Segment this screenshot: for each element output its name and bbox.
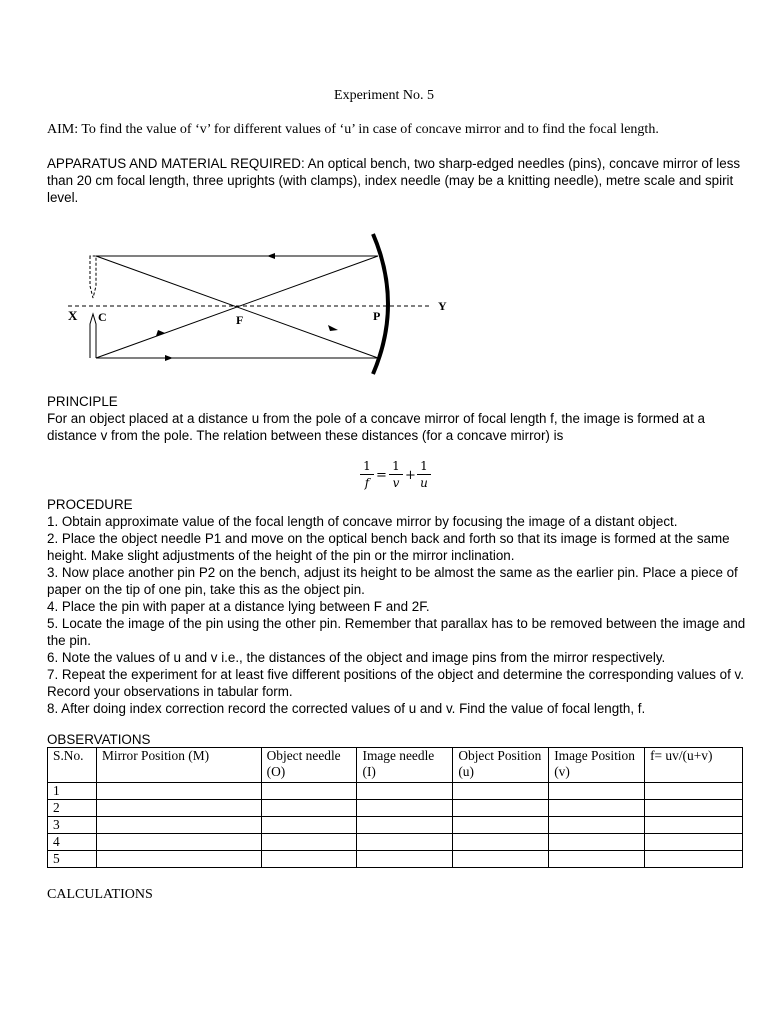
fraction-u bbox=[417, 458, 431, 491]
observations-heading: OBSERVATIONS bbox=[47, 732, 151, 747]
table-cell bbox=[357, 834, 453, 851]
table-cell bbox=[357, 783, 453, 800]
row-number: 2 bbox=[48, 800, 97, 817]
table-cell bbox=[549, 800, 645, 817]
lhs-denominator: f bbox=[360, 474, 374, 491]
table-cell bbox=[96, 851, 261, 868]
table-cell bbox=[261, 851, 357, 868]
u-numerator: 1 bbox=[420, 459, 428, 473]
plus-sign: + bbox=[405, 468, 416, 483]
header-image-position: Image Position (v) bbox=[549, 748, 645, 783]
procedure-step: 2. Place the object needle P1 and move on the optical bench back and forth so that its image is formed at the same height. Make slight adjustments of the height of the pin or the mirror inclination. bbox=[47, 531, 730, 563]
table-cell bbox=[96, 800, 261, 817]
table-cell bbox=[261, 817, 357, 834]
header-sno: S.No. bbox=[48, 748, 97, 783]
principle-heading: PRINCIPLE bbox=[47, 394, 118, 409]
label-f: F bbox=[236, 313, 244, 327]
header-mirror-position: Mirror Position (M) bbox=[96, 748, 261, 783]
table-cell bbox=[261, 783, 357, 800]
table-cell bbox=[453, 851, 549, 868]
table-row bbox=[48, 800, 743, 817]
header-object-needle: Object needle (O) bbox=[261, 748, 357, 783]
row-number: 1 bbox=[48, 783, 97, 800]
row-number: 4 bbox=[48, 834, 97, 851]
label-y: Y bbox=[438, 299, 447, 313]
procedure-step: 1. Obtain approximate value of the focal length of concave mirror by focusing the image of a distant object. bbox=[47, 514, 678, 529]
v-numerator: 1 bbox=[392, 459, 400, 473]
table-cell bbox=[645, 834, 743, 851]
row-number: 5 bbox=[48, 851, 97, 868]
equals-sign: = bbox=[376, 468, 387, 483]
v-denominator: v bbox=[389, 474, 403, 491]
u-denominator: u bbox=[417, 474, 431, 491]
concave-mirror bbox=[373, 234, 388, 374]
table-row bbox=[48, 783, 743, 800]
procedure-step: 4. Place the pin with paper at a distance lying between F and 2F. bbox=[47, 599, 430, 614]
table-cell bbox=[96, 817, 261, 834]
table-cell bbox=[357, 817, 453, 834]
procedure-step: 5. Locate the image of the pin using the other pin. Remember that parallax has to be removed between the image and the pin. bbox=[47, 616, 746, 648]
image-pin bbox=[90, 256, 96, 298]
label-x: X bbox=[68, 308, 78, 323]
table-cell bbox=[549, 817, 645, 834]
procedure-step: 7. Repeat the experiment for at least five different positions of the object and determine the corresponding values of v. Record your observations in tabular form. bbox=[47, 667, 744, 699]
arrow-bottom-right bbox=[165, 355, 173, 361]
table-cell bbox=[549, 834, 645, 851]
table-cell bbox=[96, 834, 261, 851]
table-header-row bbox=[48, 748, 743, 783]
row-number: 3 bbox=[48, 817, 97, 834]
aim-text: AIM: To find the value of ‘v’ for different values of ‘u’ in case of concave mirror and to find the focal length. bbox=[47, 122, 659, 137]
table-cell bbox=[549, 851, 645, 868]
mirror-formula bbox=[360, 458, 440, 498]
label-p: P bbox=[373, 309, 381, 323]
object-pin bbox=[90, 314, 96, 358]
table-cell bbox=[96, 783, 261, 800]
procedure-heading: PROCEDURE bbox=[47, 497, 133, 512]
observations-table bbox=[47, 747, 743, 868]
experiment-title: Experiment No. 5 bbox=[334, 88, 434, 103]
fraction-v bbox=[389, 458, 403, 491]
table-cell bbox=[453, 834, 549, 851]
apparatus-text: APPARATUS AND MATERIAL REQUIRED: An optical bench, two sharp-edged needles (pins), concave mirror of less than 20 cm focal length, three uprights (with clamps), index needle (may be a knitting needle), metre scale and spirit level. bbox=[47, 156, 741, 205]
concave-mirror-diagram bbox=[60, 226, 460, 376]
table-cell bbox=[453, 817, 549, 834]
table-row bbox=[48, 817, 743, 834]
table-row bbox=[48, 851, 743, 868]
procedure-step: 3. Now place another pin P2 on the bench, adjust its height to be almost the same as the earlier pin. Place a piece of paper on the tip of one pin, take this as the object pin. bbox=[47, 565, 738, 597]
label-c: C bbox=[98, 310, 107, 324]
header-focal-length: f= uv/(u+v) bbox=[645, 748, 743, 783]
procedure-step: 6. Note the values of u and v i.e., the distances of the object and image pins from the mirror respectively. bbox=[47, 650, 666, 665]
calculations-heading: CALCULATIONS bbox=[47, 887, 153, 902]
header-object-position: Object Position (u) bbox=[453, 748, 549, 783]
header-image-needle: Image needle (I) bbox=[357, 748, 453, 783]
fraction-lhs bbox=[360, 458, 374, 491]
arrow-diag-down bbox=[328, 325, 338, 331]
lhs-numerator: 1 bbox=[363, 459, 371, 473]
table-cell bbox=[645, 817, 743, 834]
table-cell bbox=[453, 800, 549, 817]
table-cell bbox=[645, 851, 743, 868]
table-cell bbox=[357, 800, 453, 817]
table-cell bbox=[261, 800, 357, 817]
table-cell bbox=[453, 783, 549, 800]
procedure-step: 8. After doing index correction record the corrected values of u and v. Find the value of focal length, f. bbox=[47, 701, 646, 716]
table-cell bbox=[357, 851, 453, 868]
arrow-top-left bbox=[267, 253, 275, 259]
table-cell bbox=[645, 800, 743, 817]
principle-text: For an object placed at a distance u from the pole of a concave mirror of focal length f, the image is formed at a distance v from the pole. The relation between these distances (for a concave mirror) is bbox=[47, 411, 705, 443]
procedure-steps bbox=[47, 513, 747, 717]
table-cell bbox=[261, 834, 357, 851]
table-cell bbox=[549, 783, 645, 800]
table-cell bbox=[645, 783, 743, 800]
table-row bbox=[48, 834, 743, 851]
